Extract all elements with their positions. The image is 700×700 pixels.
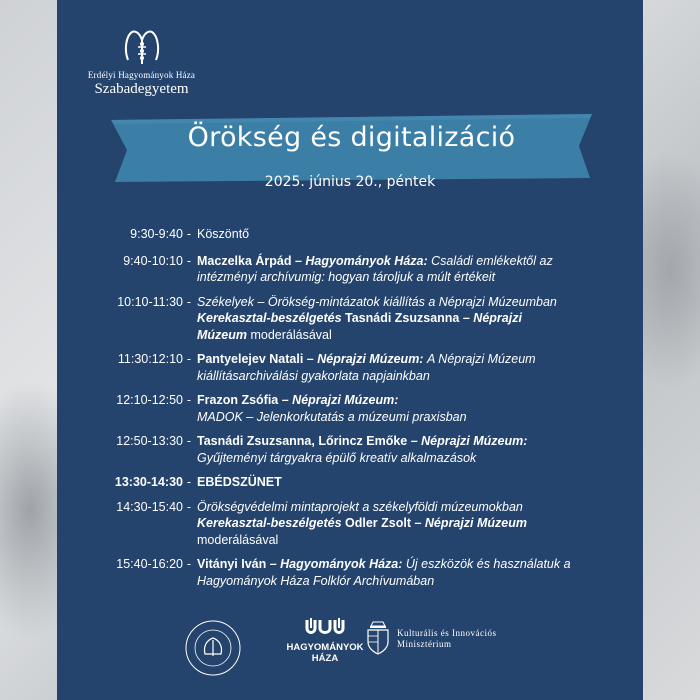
description-segment: MADOK – Jelenkorkutatás a múzeumi praxisban — [197, 409, 467, 424]
logo-university-name: Szabadegyetem — [94, 81, 189, 97]
schedule-row — [57, 433, 643, 466]
description-segment: Új eszközök és használatuk a — [405, 557, 571, 571]
description-segment: Frazon Zsófia — [197, 393, 279, 407]
schedule-description — [193, 253, 643, 286]
schedule-row — [57, 226, 643, 243]
description-segment: Székelyek – Örökség-mintázatok kiállítás a Néprajzi Múzeumban — [197, 294, 557, 309]
description-segment: Gyűjteményi tárgyakra épülő kreatív alkalmazások — [197, 450, 477, 465]
description-segment: A Néprajzi Múzeum — [426, 352, 536, 366]
schedule-list — [57, 218, 643, 589]
description-line — [197, 556, 613, 573]
description-segment: – Hagyományok Háza: — [291, 253, 432, 268]
description-line — [197, 368, 613, 385]
description-line — [197, 310, 613, 327]
description-segment: moderálásával — [247, 327, 332, 342]
description-segment: Örökségvédelmi mintaprojekt a székelyföldi múzeumokban — [197, 499, 523, 514]
description-line — [197, 532, 613, 549]
schedule-description — [193, 294, 643, 344]
description-segment: Tasnádi Zsuzsanna, Lőrincz Emőke — [197, 434, 408, 448]
description-line — [197, 327, 613, 344]
foundation-seal-icon — [183, 618, 243, 678]
description-segment: Családi emlékektől az — [431, 253, 553, 268]
description-segment: Vitányi Iván — [197, 557, 267, 571]
schedule-time: 14:30-15:40 — [116, 499, 183, 514]
sponsor-logos — [57, 614, 643, 684]
schedule-dash: - — [186, 352, 192, 366]
heart-ornament-icon — [120, 26, 164, 66]
schedule-time: 12:50-13:30 — [116, 434, 183, 448]
schedule-description — [193, 351, 643, 384]
schedule-description — [193, 433, 643, 466]
schedule-description — [193, 474, 643, 491]
schedule-time: 13:30-14:30 — [114, 475, 183, 489]
schedule-description — [193, 226, 643, 243]
schedule-row — [57, 556, 643, 589]
ministry-logo — [365, 620, 565, 670]
description-segment: – Néprajzi Múzeum: — [407, 434, 528, 448]
schedule-row — [57, 253, 643, 286]
event-title: Örökség és digitalizáció — [187, 122, 516, 153]
schedule-dash: - — [186, 393, 192, 407]
schedule-time: 11:30:12:10 — [117, 352, 183, 366]
event-date: 2025. június 20., péntek — [264, 174, 436, 190]
description-segment: Tasnádi Zsuzsanna — [341, 311, 460, 325]
description-line — [197, 294, 613, 311]
description-segment: Odler Zsolt — [341, 516, 411, 530]
description-segment: intézményi archívumig: hogyan tároljuk a múlt értékeit — [197, 270, 496, 284]
description-segment: Hagyományok Háza Folklór Archívumában — [197, 573, 435, 588]
schedule-row — [57, 474, 643, 491]
description-segment: Pantyelejev Natali — [197, 352, 304, 366]
hagyomanyok-haza-icon — [305, 616, 345, 638]
schedule-time: 10:10-11:30 — [117, 294, 183, 309]
description-line — [197, 351, 613, 368]
coat-of-arms-icon — [365, 620, 391, 656]
description-line — [197, 573, 613, 590]
schedule-dash: - — [186, 294, 192, 309]
description-segment: Köszöntő — [197, 227, 250, 241]
description-line — [197, 474, 613, 491]
schedule-time: 15:40-16:20 — [116, 557, 183, 571]
description-segment: – Hagyományok Háza: — [266, 557, 406, 571]
description-line — [197, 269, 613, 286]
university-logo — [79, 26, 204, 98]
description-line — [197, 392, 613, 409]
description-segment: Maczelka Árpád — [197, 253, 292, 268]
description-line — [197, 515, 613, 532]
schedule-dash: - — [186, 499, 192, 514]
ministry-name — [397, 628, 496, 650]
schedule-dash: - — [186, 253, 192, 268]
description-line — [197, 499, 613, 516]
description-segment: kiállításarchiválási gyakorlata napjainkban — [197, 368, 430, 383]
description-line — [197, 409, 613, 426]
schedule-row — [57, 294, 643, 344]
logo-org-name: Erdélyi Hagyományok Háza — [87, 70, 196, 80]
schedule-time: 9:40-10:10 — [123, 253, 183, 268]
hh-logo-line1: HAGYOMÁNYOK — [286, 642, 364, 653]
poster-panel — [57, 0, 643, 700]
description-segment: – Néprajzi — [459, 311, 522, 325]
description-segment: Múzeum — [197, 327, 247, 342]
description-line — [197, 450, 613, 467]
ministry-line1: Kulturális és Innovációs — [397, 628, 497, 638]
hagyomanyok-haza-logo — [285, 616, 365, 664]
schedule-dash: - — [186, 557, 192, 571]
hh-logo-line2: HÁZA — [311, 653, 339, 664]
description-line — [197, 226, 613, 243]
description-segment: – Néprajzi Múzeum: — [303, 352, 427, 366]
schedule-dash: - — [186, 475, 192, 489]
ministry-line2: Minisztérium — [397, 639, 452, 649]
description-segment: moderálásával — [197, 532, 279, 547]
schedule-row — [57, 392, 643, 425]
description-segment: Kerekasztal-beszélgetés — [197, 516, 342, 530]
description-line — [197, 433, 613, 450]
schedule-dash: - — [186, 434, 192, 448]
description-segment: – Néprajzi Múzeum — [410, 516, 527, 530]
schedule-time: 12:10-12:50 — [116, 393, 183, 407]
foundation-seal — [183, 618, 243, 678]
schedule-row — [57, 351, 643, 384]
description-line — [197, 253, 613, 270]
schedule-description — [193, 499, 643, 549]
schedule-time: 9:30-9:40 — [130, 227, 183, 241]
description-segment: – Néprajzi Múzeum: — [278, 393, 399, 407]
schedule-row — [57, 499, 643, 549]
schedule-description — [193, 556, 643, 589]
description-segment: Kerekasztal-beszélgetés — [197, 311, 342, 325]
schedule-description — [193, 392, 643, 425]
schedule-dash: - — [186, 227, 192, 241]
description-segment: EBÉDSZÜNET — [197, 475, 282, 489]
